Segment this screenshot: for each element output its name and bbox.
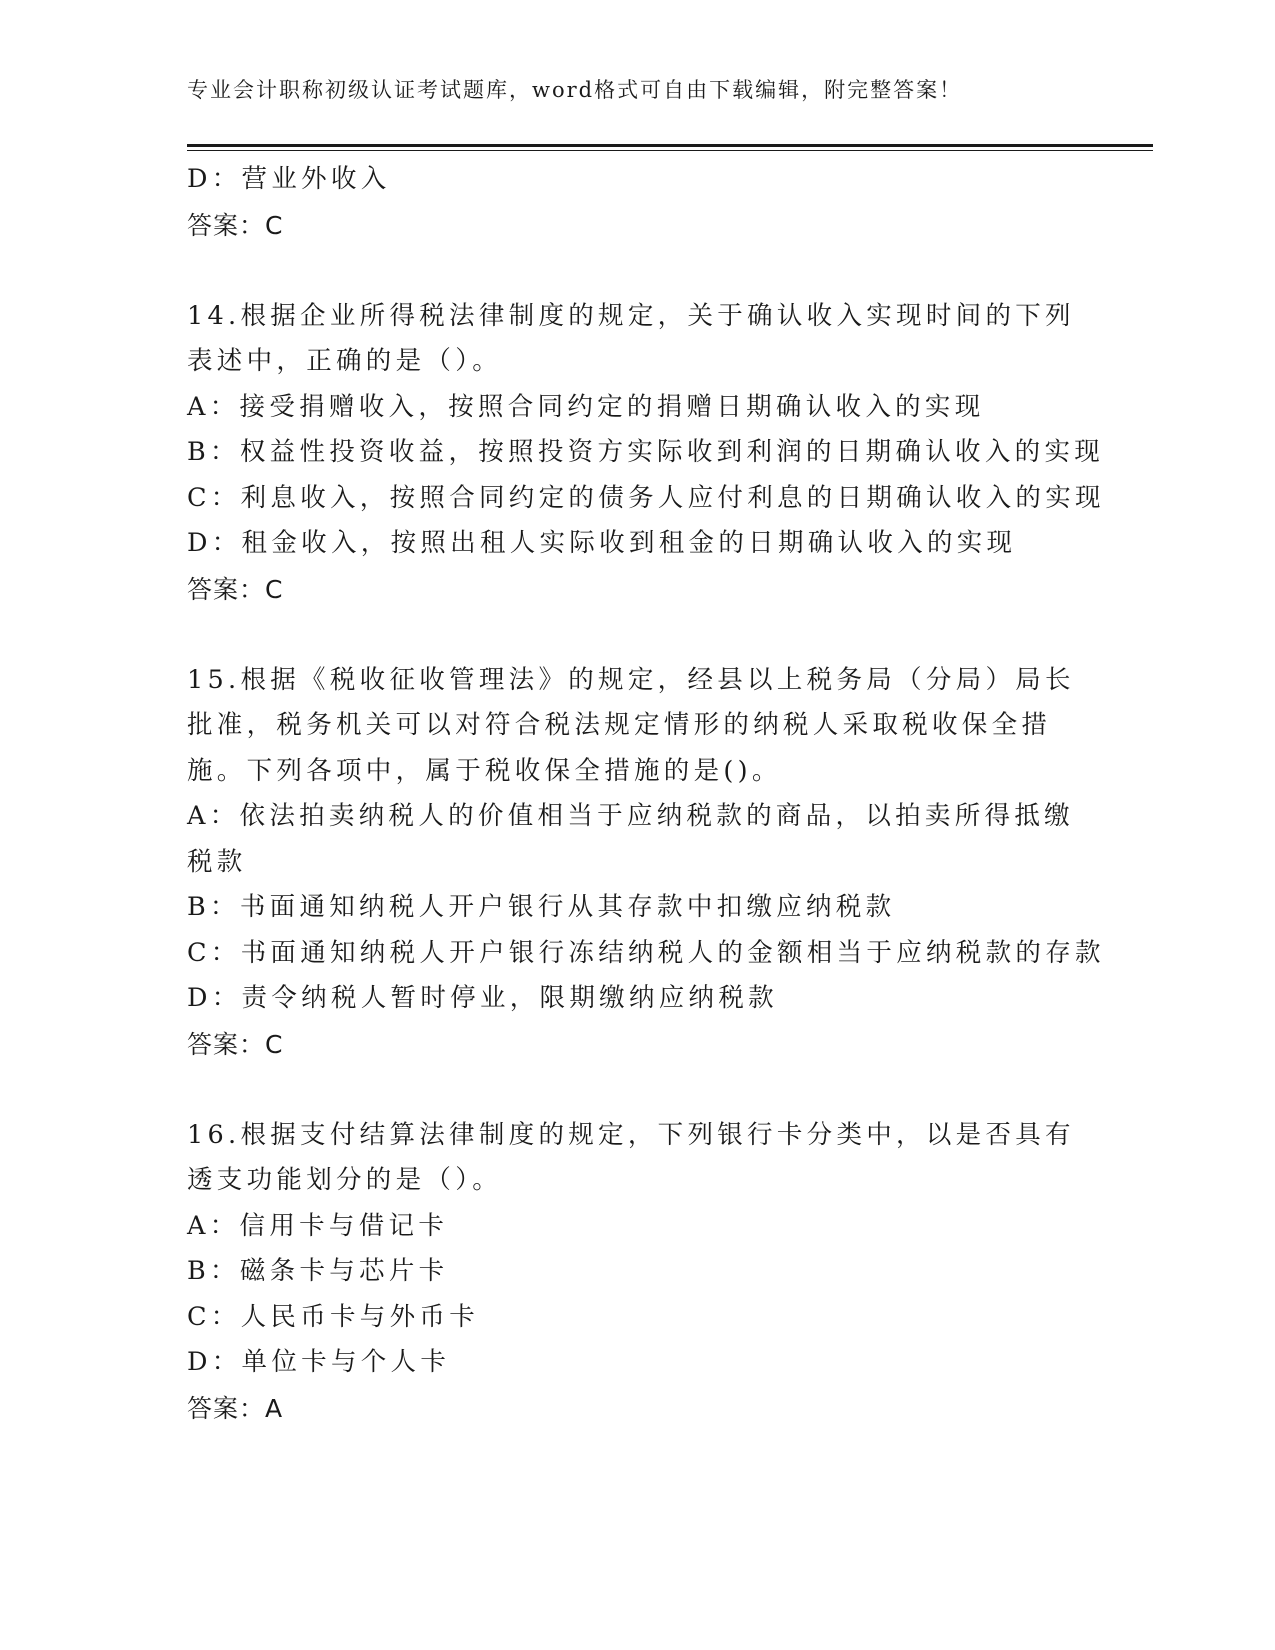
question-14: [187, 294, 1105, 613]
spacer: [187, 248, 1087, 294]
header-rule-thin: [187, 150, 1153, 151]
option-b: B：权益性投资收益，按照投资方实际收到利润的日期确认收入的实现: [187, 437, 1105, 467]
option-a: A：接受捐赠收入，按照合同约定的捐赠日期确认收入的实现: [187, 391, 985, 422]
option-b: B：磁条卡与芯片卡: [187, 1256, 449, 1286]
option-a: A：信用卡与借记卡: [187, 1210, 449, 1241]
question-content: [187, 157, 1105, 1431]
question-13-tail: [187, 157, 1087, 248]
spacer: [187, 612, 1087, 658]
option-c: C：人民币卡与外币卡: [187, 1301, 480, 1332]
answer: 答案：C: [187, 574, 284, 604]
option-a: A：依法拍卖纳税人的价值相当于应纳税款的商品，以拍卖所得抵缴税款: [187, 801, 1074, 877]
header-rule: [187, 144, 1153, 147]
question-16: [187, 1113, 1087, 1432]
answer: 答案：C: [187, 210, 284, 240]
question-stem: 15.根据《税收征收管理法》的规定，经县以上税务局（分局）局长批准，税务机关可以对符合税法规定情形的纳税人采取税收保全措施。下列各项中，属于税收保全措施的是()。: [187, 664, 1075, 786]
option-c: C：利息收入，按照合同约定的债务人应付利息的日期确认收入的实现: [187, 482, 1105, 513]
option-c: C：书面通知纳税人开户银行冻结纳税人的金额相当于应纳税款的存款: [187, 937, 1105, 968]
answer: 答案：C: [187, 1029, 284, 1059]
option-d: D：责令纳税人暂时停业，限期缴纳应纳税款: [187, 983, 778, 1013]
option-d: D：营业外收入: [187, 164, 391, 194]
spacer: [187, 1067, 1087, 1113]
question-stem: 14.根据企业所得税法律制度的规定，关于确认收入实现时间的下列表述中，正确的是（）。: [187, 300, 1075, 376]
page-header: 专业会计职称初级认证考试题库，word格式可自由下载编辑，附完整答案！: [187, 78, 963, 102]
option-d: D：单位卡与个人卡: [187, 1347, 451, 1377]
option-d: D：租金收入，按照出租人实际收到租金的日期确认收入的实现: [187, 528, 1017, 558]
question-stem: 16.根据支付结算法律制度的规定，下列银行卡分类中，以是否具有透支功能划分的是（）。: [187, 1119, 1075, 1195]
option-b: B：书面通知纳税人开户银行从其存款中扣缴应纳税款: [187, 892, 896, 922]
question-15: [187, 658, 1105, 1068]
answer: 答案：A: [187, 1393, 284, 1423]
